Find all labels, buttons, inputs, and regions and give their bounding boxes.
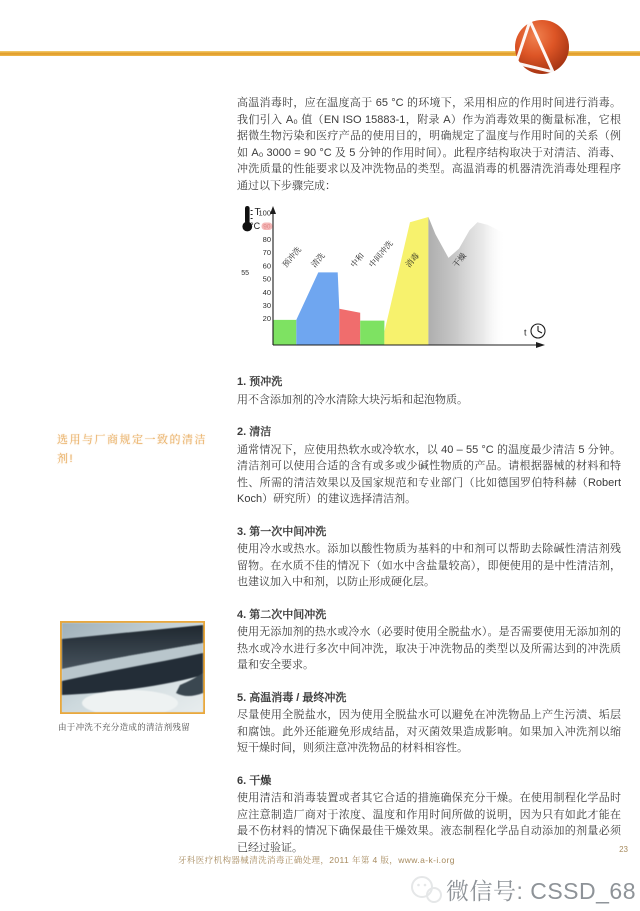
- phase-area-4: [360, 321, 384, 345]
- intro-paragraph: 高温消毒时，应在温度高于 65 °C 的环境下，采用相应的作用时间进行消毒。我们引入 A₀ 值（EN ISO 15883-1，附录 A）作为消毒效果的衡量标准，它根据微生物污染和医疗产品的使用目的，明确规定了温度与作用时间的关系（例如 A₀ 3000 = 90 °C 及 5 分钟的作用时间）。此程序结构取决于对清洁、消毒、冲洗质量的性能要求以及冲洗物品的类型。高温消毒的机器清洗消毒处理程序通过以下步骤完成：: [237, 97, 621, 192]
- page-number: 23: [619, 845, 628, 854]
- y-tick-40: 40: [262, 287, 271, 297]
- clock-icon: [531, 324, 545, 338]
- main-text-column: [237, 95, 621, 872]
- section-body: 通常情况下，应使用热软水或冷软水，以 40 – 55 °C 的温度最少清洁 5 分钟。清洁剂可以使用合适的含有或多或少碱性物质的产品。请根据器械的材料和特性、所需的清洁效果以及国家规范和专业部门（比如德国罗伯特科赫（Robert Koch）研究所）的建议选择清洁剂。: [237, 443, 621, 505]
- section-body: 用不含添加剂的冷水清除大块污垢和起泡物质。: [237, 393, 468, 406]
- y-tick-50: 50: [262, 274, 271, 284]
- section-heading: 3. 第一次中间冲洗: [237, 525, 327, 538]
- y-tick-70: 70: [262, 248, 271, 258]
- section-2: [237, 424, 621, 508]
- svg-text:90: 90: [263, 223, 271, 231]
- y-axis-unit: °C: [250, 221, 261, 231]
- phase-label-1: 预冲洗: [280, 245, 304, 270]
- y-axis-symbol: T: [254, 207, 261, 218]
- section-body: 使用清洁和消毒装置或者其它合适的措施确保充分干燥。在使用制程化学品时应注意制造厂商对于浓度、温度和作用时间所做的说明，因为只有如此才能在最不伤材料的情况下确保最佳干燥效果。液态制程化学品自动添加的剂量必须已经过验证。: [237, 792, 621, 854]
- process-chart: [237, 202, 557, 360]
- section-heading: 1. 预冲洗: [237, 376, 283, 388]
- phase-label-6: 干燥: [451, 251, 469, 270]
- footer-line: 牙科医疗机构器械清洗消毒正确处理，2011 年第 4 版，www.a-k-i.org: [178, 855, 455, 865]
- phase-area-2: [296, 272, 339, 345]
- section-heading: 4. 第二次中间冲洗: [237, 608, 327, 621]
- section-heading: 6. 干燥: [237, 774, 272, 787]
- phase-area-1: [273, 320, 296, 345]
- y-tick-30: 30: [262, 301, 271, 310]
- highlight-90-tick: [262, 223, 273, 231]
- section-6: [237, 773, 621, 857]
- margin-note: 选用与厂商规定一致的清洁剂!: [57, 434, 207, 465]
- phase-label-4: 中间冲洗: [367, 238, 395, 270]
- section-body: 使用无添加剂的热水或冷水（必要时使用全脱盐水）。是否需要使用无添加剂的热水或冷水进行多次中间冲洗，取决于冲洗物品的类型以及所需达到的冲洗质量和安全要求。: [237, 626, 621, 671]
- phase-area-5: [384, 217, 428, 345]
- y-tick-20: 20: [262, 314, 271, 324]
- section-3: [237, 524, 621, 591]
- phase-label-3: 中和: [348, 251, 367, 270]
- chart-phase-areas: [273, 217, 506, 345]
- wechat-id: 微信号: CSSD_68: [445, 878, 636, 904]
- section-4: [237, 607, 621, 674]
- y-tick-55: 55: [241, 270, 249, 277]
- y-tick-60: 60: [262, 261, 271, 271]
- x-axis-arrow: [536, 342, 545, 348]
- x-axis-symbol: t: [524, 327, 527, 338]
- phase-label-2: 清洗: [309, 251, 327, 270]
- section-heading: 2. 清洁: [237, 426, 272, 438]
- y-tick-80: 80: [262, 235, 271, 244]
- wechat-ghost-icon: [408, 873, 444, 907]
- process-chart-svg: [237, 202, 557, 360]
- instrument-residue-image: [62, 623, 203, 712]
- aki-sphere-logo: [507, 14, 577, 84]
- section-heading: 5. 高温消毒 / 最终冲洗: [237, 691, 347, 704]
- wechat-banner: [0, 868, 640, 911]
- phase-area-6: [428, 217, 506, 345]
- section-body: 使用冷水或热水。添加以酸性物质为基料的中和剂可以帮助去除碱性清洁剂残留物。在水质不佳的情况下（如水中含盐量较高），即便使用的是中性清洁剂，也建议加入中和剂，以防止形成硬化层。: [237, 543, 621, 588]
- section-1: [237, 374, 621, 408]
- section-5: [237, 690, 621, 757]
- phase-label-5: 消毒: [403, 251, 422, 270]
- photo-caption: 由于冲洗不充分造成的清洁剂残留: [58, 722, 191, 732]
- section-body: 尽量使用全脱盐水，因为使用全脱盐水可以避免在冲洗物品上产生污渍、垢层和腐蚀。此外还能避免形成结晶，对灭菌效果造成影响。如果加入冲洗剂以缩短干燥时间，则须注意冲洗物品的材料相容性。: [237, 709, 621, 754]
- phase-area-3: [339, 309, 360, 345]
- specimen-photo: [60, 621, 205, 714]
- y-tick-100: 100: [258, 208, 271, 218]
